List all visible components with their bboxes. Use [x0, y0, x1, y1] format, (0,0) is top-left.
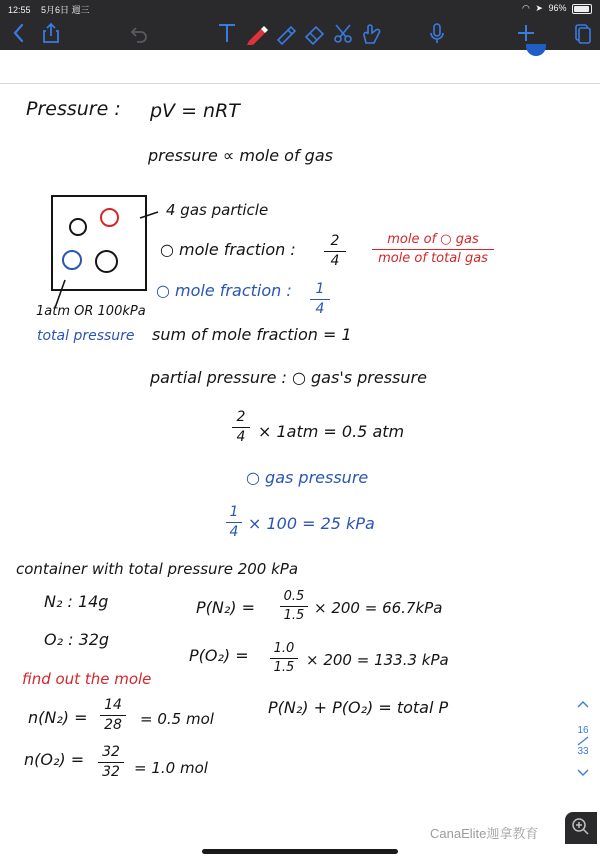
- note-page[interactable]: [0, 50, 600, 859]
- highlighter-icon[interactable]: [273, 21, 297, 45]
- total-pages: 33: [577, 746, 589, 757]
- calc2-result: × 100 = 25 kPa: [248, 514, 375, 533]
- mole-fraction-blue: ○ mole fraction :: [156, 281, 292, 300]
- text-tool-icon[interactable]: [216, 21, 238, 45]
- page-navigator: [572, 700, 594, 780]
- total-pressure-label: total pressure: [37, 328, 135, 344]
- ideal-gas-formula: pV = nRT: [150, 100, 240, 122]
- zoom-in-icon: [565, 812, 597, 844]
- red-definition: mole of ○ gas mole of total gas: [372, 233, 494, 266]
- pages-icon[interactable]: [572, 21, 592, 45]
- toolbar: [0, 17, 600, 50]
- n2-mass: N₂ : 14g: [44, 592, 109, 611]
- pressure-proportional: pressure ∝ mole of gas: [148, 146, 333, 165]
- pen-icon[interactable]: [245, 21, 269, 45]
- status-time: 12:55: [8, 5, 31, 15]
- pn2-result: × 200 = 66.7kPa: [314, 599, 443, 617]
- find-mole-label: find out the mole: [22, 670, 152, 688]
- no2-label: n(O₂) =: [24, 750, 85, 769]
- mole-fraction-black: ○ mole fraction :: [160, 240, 296, 259]
- box-caption: 1atm OR 100kPa: [36, 304, 146, 319]
- calc1-result: × 1atm = 0.5 atm: [258, 422, 405, 441]
- location-icon: ➤: [535, 3, 543, 13]
- no2-result: = 1.0 mol: [134, 759, 208, 777]
- no2-fraction: 32 32: [98, 745, 124, 780]
- back-icon[interactable]: [10, 21, 28, 45]
- share-icon[interactable]: [40, 21, 62, 45]
- nn2-fraction: 14 28: [100, 698, 126, 733]
- calc1-fraction: 2 4: [232, 410, 250, 445]
- watermark: CanaElite迦拿教育: [430, 826, 539, 841]
- pn2-fraction: 0.5 1.5: [280, 590, 308, 623]
- po2-result: × 200 = 133.3 kPa: [306, 651, 449, 669]
- nn2-result: = 0.5 mol: [140, 710, 214, 728]
- calc2-fraction: 1 4: [226, 505, 242, 540]
- container-statement: container with total pressure 200 kPa: [16, 560, 299, 578]
- undo-icon[interactable]: [128, 21, 150, 45]
- hand-icon[interactable]: [359, 21, 383, 45]
- status-date: 5月6日 週三: [41, 5, 90, 15]
- fraction-2-4: 2 4: [324, 234, 346, 269]
- page-slash: [572, 736, 594, 746]
- wifi-icon: ◠: [522, 3, 530, 13]
- home-indicator[interactable]: [202, 849, 398, 854]
- pn2-label: P(N₂) =: [196, 598, 256, 617]
- microphone-icon[interactable]: [428, 21, 446, 45]
- title-pressure: Pressure :: [26, 98, 121, 120]
- fraction-1-4: 1 4: [310, 282, 330, 317]
- battery-icon: [572, 4, 592, 14]
- po2-fraction: 1.0 1.5: [270, 642, 298, 675]
- lasso-icon[interactable]: [331, 21, 355, 45]
- eraser-icon[interactable]: [302, 21, 326, 45]
- partial-pressure-def: partial pressure : ○ gas's pressure: [150, 368, 427, 387]
- add-page-icon[interactable]: [515, 21, 537, 45]
- sum-of-mole-fraction: sum of mole fraction = 1: [152, 325, 352, 344]
- total-p-sum: P(N₂) + P(O₂) = total P: [268, 698, 449, 717]
- zoom-button[interactable]: [565, 812, 597, 844]
- gas-particle-label: 4 gas particle: [166, 201, 269, 219]
- status-bar: [0, 0, 600, 17]
- po2-label: P(O₂) =: [189, 646, 249, 665]
- page-down-icon[interactable]: [572, 769, 594, 780]
- pointer-lines: [0, 50, 600, 859]
- o2-mass: O₂ : 32g: [44, 630, 110, 649]
- current-page: 16: [577, 725, 589, 736]
- gas-pressure-label: ○ gas pressure: [246, 468, 369, 487]
- page-up-icon[interactable]: [572, 700, 594, 711]
- nn2-label: n(N₂) =: [28, 708, 88, 727]
- battery-percent: 96%: [548, 3, 567, 13]
